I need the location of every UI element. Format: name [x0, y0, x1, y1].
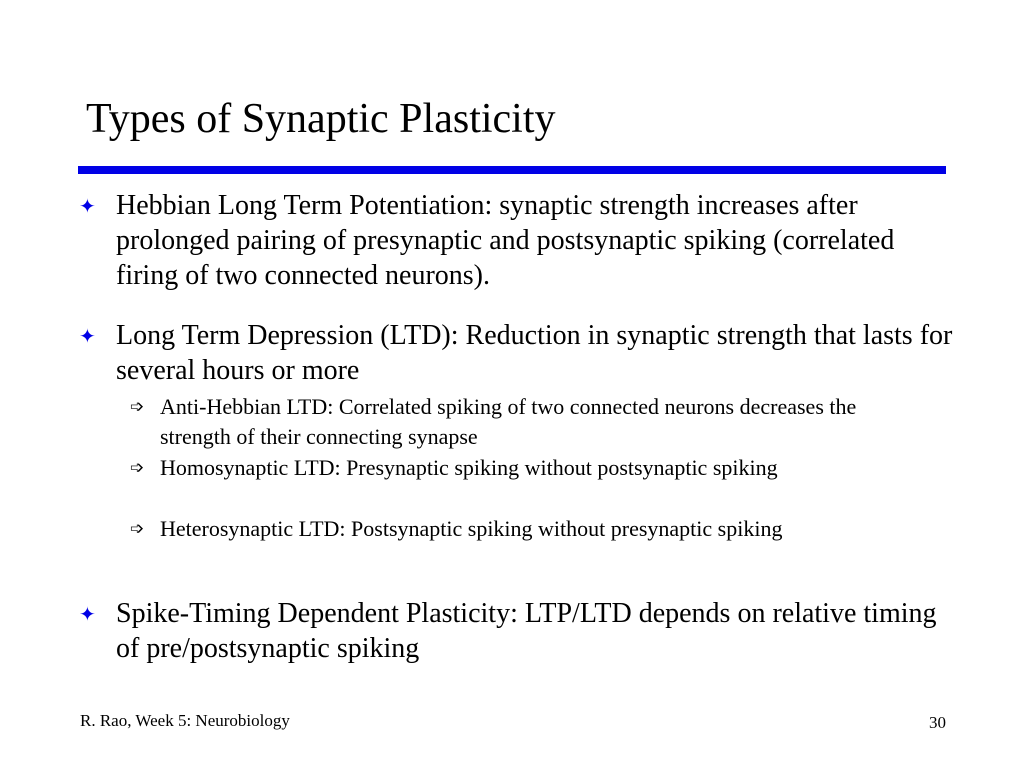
arrow-bullet-icon: ➩: [130, 397, 145, 416]
star-bullet-icon: ✦: [79, 604, 96, 626]
footer-course-label: R. Rao, Week 5: Neurobiology: [80, 711, 290, 730]
arrow-bullet-icon: ➩: [130, 519, 145, 538]
bullet-text: Spike-Timing Dependent Plasticity: LTP/LTD depends on relative timing of pre/postsynaptic spiking: [116, 598, 937, 664]
star-bullet-icon: ✦: [79, 196, 96, 218]
sub-bullet-homosynaptic: [130, 453, 920, 483]
title-divider: [78, 166, 946, 174]
bullet-ltd: [79, 318, 956, 388]
bullet-text: Hebbian Long Term Potentiation: synaptic strength increases after prolonged pairing of presynaptic and postsynaptic spiking (correlated firing of two connected neurons).: [116, 190, 895, 291]
sub-bullet-text: Heterosynaptic LTD: Postsynaptic spiking without presynaptic spiking: [160, 516, 783, 541]
slide-title: Types of Synaptic Plasticity: [86, 96, 556, 142]
page-number: 30: [929, 713, 946, 732]
sub-bullet-text: Homosynaptic LTD: Presynaptic spiking without postsynaptic spiking: [160, 455, 778, 480]
bullet-stdp: [79, 596, 956, 666]
sub-bullet-heterosynaptic: [130, 514, 920, 544]
arrow-bullet-icon: ➩: [130, 458, 145, 477]
bullet-text: Long Term Depression (LTD): Reduction in synaptic strength that lasts for several hours or more: [116, 320, 953, 386]
sub-bullet-anti-hebbian: [130, 392, 920, 452]
bullet-hebbian-ltp: [79, 188, 956, 293]
sub-bullet-text: Anti-Hebbian LTD: Correlated spiking of two connected neurons decreases the strength of their connecting synapse: [160, 394, 857, 449]
star-bullet-icon: ✦: [79, 326, 96, 348]
